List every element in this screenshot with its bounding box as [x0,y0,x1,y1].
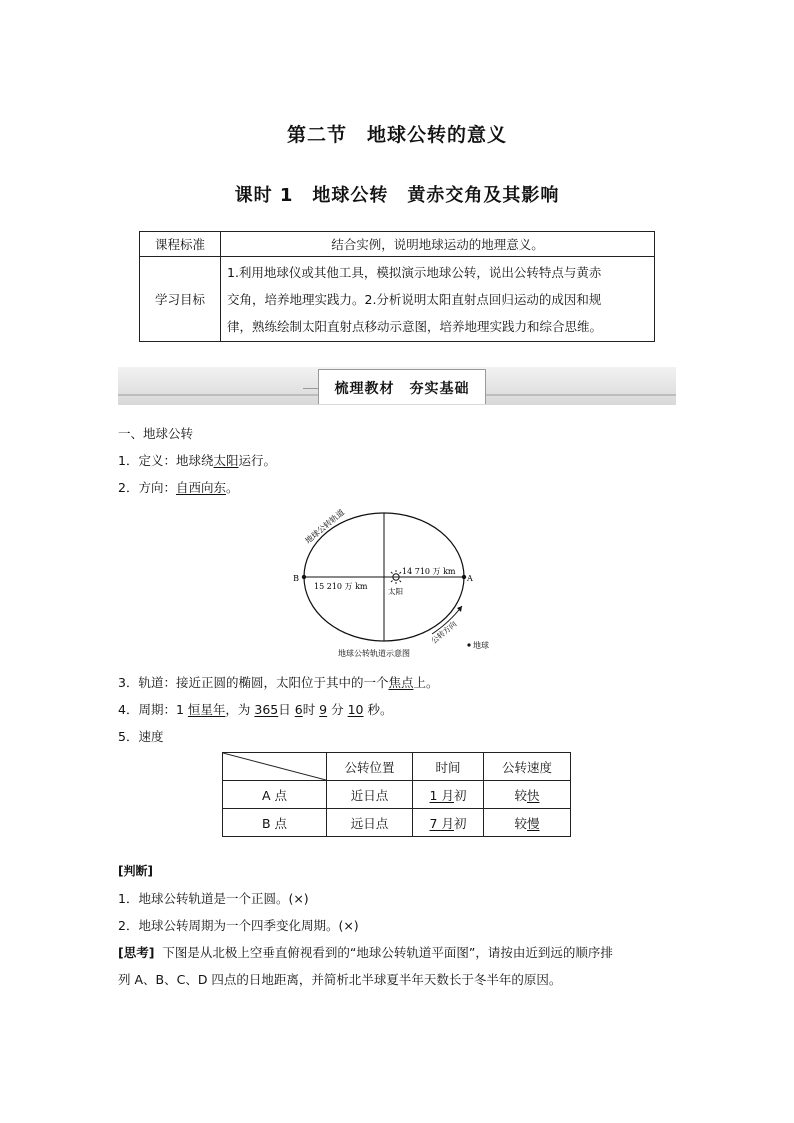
point-b-dot [302,575,306,579]
table-row [223,781,571,809]
goals-line: 交角，培养地理实践力。2.分析说明太阳直射点回归运动的成因和规 [227,291,602,307]
cell-speed: 较快 [484,781,571,809]
judge-heading: [判断] [118,864,153,878]
think-line-2: 列 A、B、C、D 四点的日地距离，并简析北半球夏半年天数长于冬半年的原因。 [118,972,562,987]
standards-label: 课程标准 [140,232,221,257]
judge-item: 1．地球公转轨道是一个正圆。(×) [118,891,309,906]
think-line-1: [思考] 下图是从北极上空垂直俯视看到的“地球公转轨道平面图”，请按由近到远的顺序排 [118,945,613,960]
sun-label: 太阳 [388,587,403,596]
item-orbit: 3．轨道：接近正圆的椭圆，太阳位于其中的一个焦点上。 [118,675,439,690]
earth-label: 地球 [473,641,489,650]
goals-line: 1.利用地球仪或其他工具，模拟演示地球公转，说出公转特点与黄赤 [227,264,602,280]
blank-answer: 自西向东 [175,480,226,495]
banner-box [318,369,486,404]
orbit-name-label: 地球公转轨道 [303,507,347,546]
heading-earth-revolution: 一、地球公转 [118,426,194,441]
distance-b-label: 15 210 万 km [314,582,368,591]
diagonal-line [223,753,326,780]
cell-time: 1 月初 [413,781,484,809]
lesson-title: 课时 1 地球公转 黄赤交角及其影响 [234,185,560,206]
blank-answer: 9 [319,702,328,717]
item-speed: 5．速度 [118,729,164,744]
blank-answer: 365 [254,702,279,717]
cell-position: 远日点 [327,809,413,837]
point-a-dot [462,575,466,579]
goals-label: 学习目标 [140,257,221,342]
cell-point: B 点 [223,809,327,837]
standards-text: 结合实例，说明地球运动的地理意义。 [221,232,655,257]
header-position: 公转位置 [327,753,413,781]
speed-table [222,752,571,837]
point-a-label: A [467,574,473,583]
think-label: [思考] [118,945,155,960]
diagonal-header-cell [223,753,327,781]
item-direction: 2．方向：自西向东。 [118,480,239,495]
blank-answer: 恒星年 [187,702,226,717]
item-definition: 1．定义：地球绕太阳运行。 [118,453,276,468]
table-row [140,232,655,257]
section-title: 第二节 地球公转的意义 [286,124,507,146]
direction-label: 公转方向 [429,619,459,646]
blank-answer: 10 [347,702,364,717]
standards-table [139,231,655,342]
distance-a-label: 14 710 万 km [402,567,456,576]
goals-text [221,257,655,342]
header-speed: 公转速度 [484,753,571,781]
judge-item: 2．地球公转周期为一个四季变化周期。(×) [118,918,359,933]
header-time: 时间 [413,753,484,781]
blank-answer: 焦点 [388,675,414,690]
cell-speed: 较慢 [484,809,571,837]
section-banner [118,367,676,405]
goals-line: 律，熟练绘制太阳直射点移动示意图，培养地理实践力和综合思维。 [227,318,603,334]
diagram-caption: 地球公转轨道示意图 [338,649,410,658]
point-b-label: B [293,574,299,583]
item-period: 4．周期：1 恒星年，为 365日 6时 9 分 10 秒。 [118,702,393,717]
cell-point: A 点 [223,781,327,809]
cell-position: 近日点 [327,781,413,809]
blank-answer: 太阳 [213,453,239,468]
table-row [223,753,571,781]
table-row [140,257,655,342]
cell-time: 7 月初 [413,809,484,837]
table-row [223,809,571,837]
orbit-diagram [292,506,502,662]
earth-dot [467,643,470,646]
blank-answer: 6 [294,702,303,717]
banner-text: 梳理教材 夯实基础 [334,381,470,397]
